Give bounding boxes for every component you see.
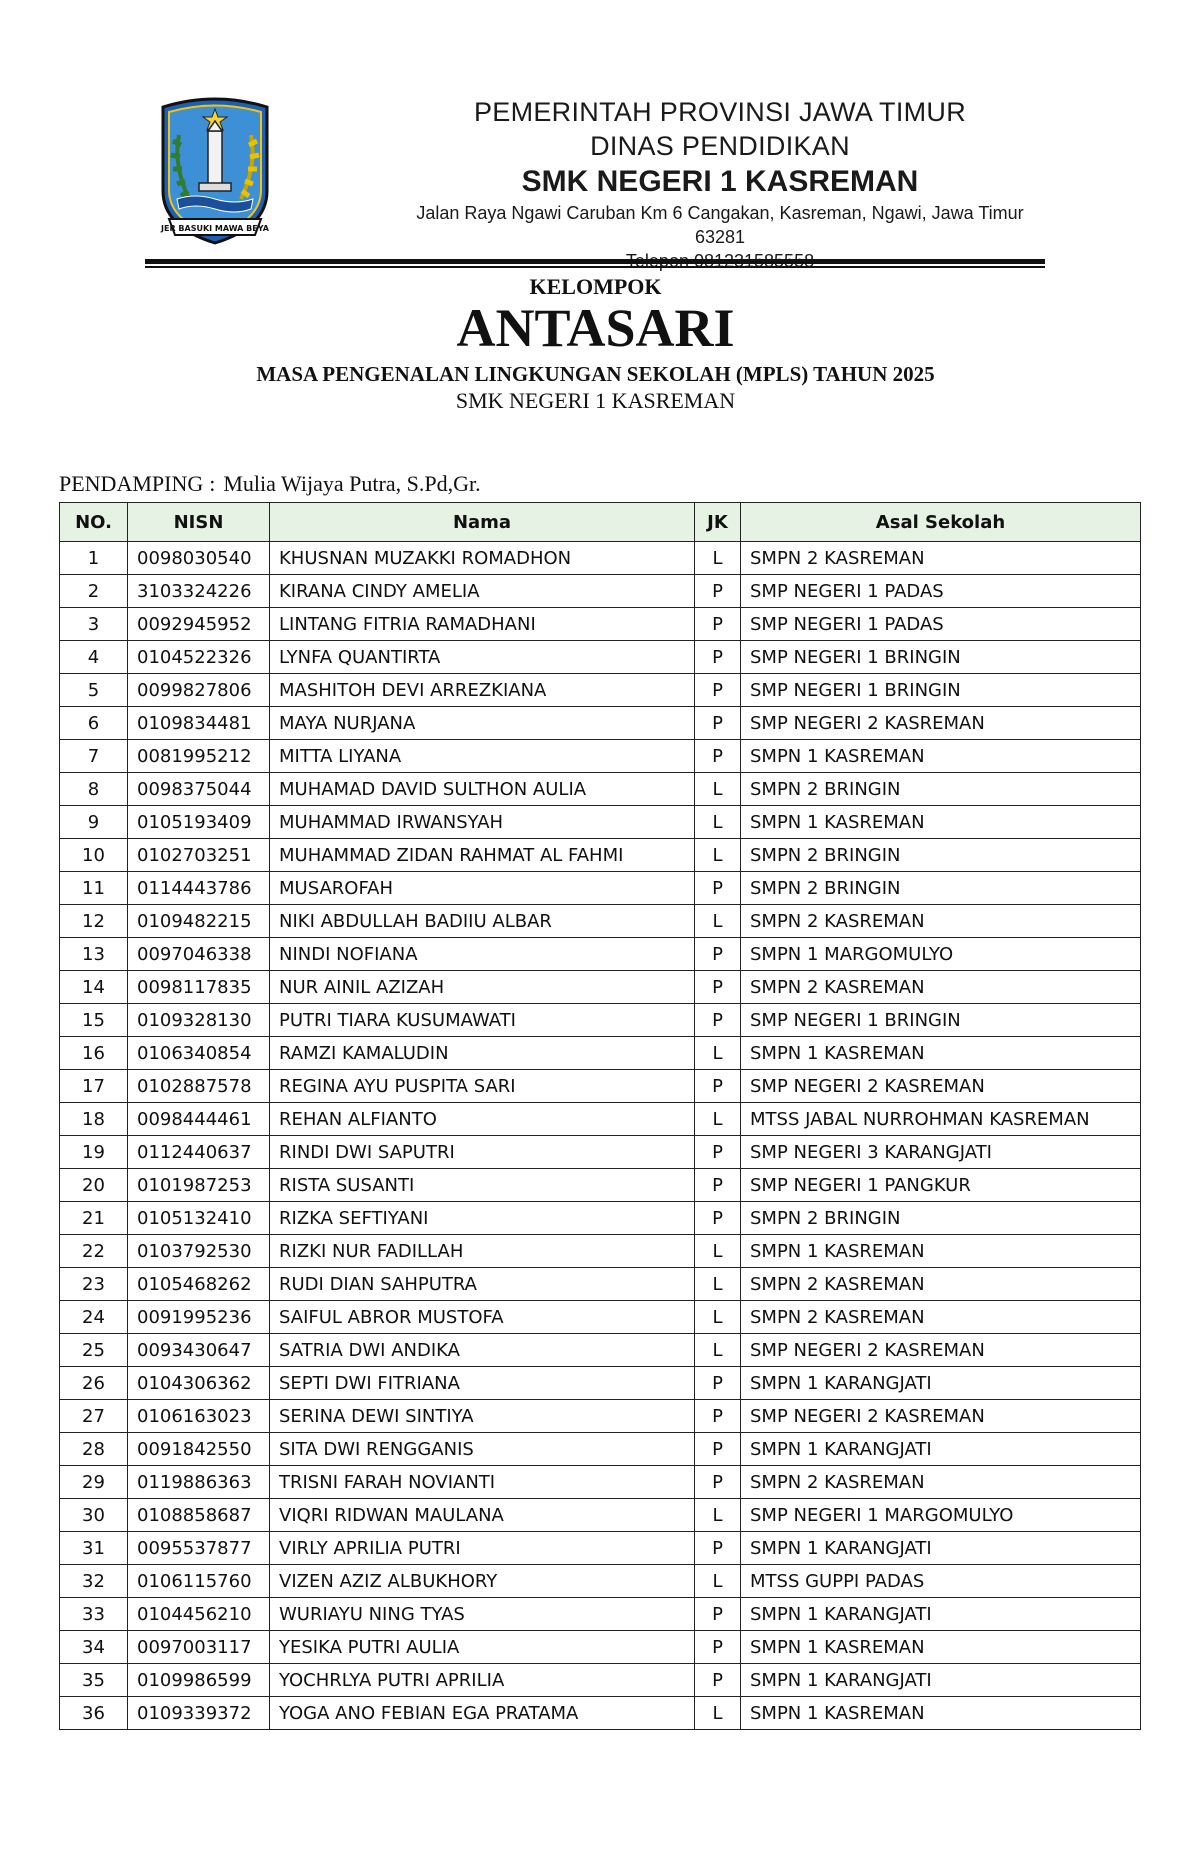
cell-jk: L bbox=[695, 905, 741, 938]
cell-asal-sekolah: SMPN 1 MARGOMULYO bbox=[741, 938, 1141, 971]
cell-nama: MASHITOH DEVI ARREZKIANA bbox=[270, 674, 695, 707]
cell-no: 25 bbox=[60, 1334, 128, 1367]
cell-asal-sekolah: SMPN 1 KARANGJATI bbox=[741, 1532, 1141, 1565]
table-row bbox=[60, 1499, 1141, 1532]
cell-no: 15 bbox=[60, 1004, 128, 1037]
letterhead bbox=[145, 85, 1045, 265]
table-row bbox=[60, 1268, 1141, 1301]
government-name: PEMERINTAH PROVINSI JAWA TIMUR bbox=[473, 97, 967, 127]
cell-nisn: 0091842550 bbox=[128, 1433, 270, 1466]
cell-no: 12 bbox=[60, 905, 128, 938]
cell-nama: SERINA DEWI SINTIYA bbox=[270, 1400, 695, 1433]
cell-jk: P bbox=[695, 1664, 741, 1697]
cell-asal-sekolah: SMP NEGERI 1 BRINGIN bbox=[741, 674, 1141, 707]
department-name: DINAS PENDIDIKAN bbox=[590, 131, 850, 161]
cell-nama: RUDI DIAN SAHPUTRA bbox=[270, 1268, 695, 1301]
cell-no: 32 bbox=[60, 1565, 128, 1598]
table-row bbox=[60, 1664, 1141, 1697]
cell-asal-sekolah: SMPN 2 BRINGIN bbox=[741, 872, 1141, 905]
cell-asal-sekolah: SMP NEGERI 2 KASREMAN bbox=[741, 707, 1141, 740]
cell-nisn: 0112440637 bbox=[128, 1136, 270, 1169]
kelompok-label: KELOMPOK bbox=[529, 274, 662, 299]
table-row bbox=[60, 1037, 1141, 1070]
cell-no: 17 bbox=[60, 1070, 128, 1103]
table-row bbox=[60, 971, 1141, 1004]
table-row bbox=[60, 1697, 1141, 1730]
cell-nisn: 0105468262 bbox=[128, 1268, 270, 1301]
table-row bbox=[60, 641, 1141, 674]
cell-asal-sekolah: SMP NEGERI 1 PADAS bbox=[741, 575, 1141, 608]
cell-no: 26 bbox=[60, 1367, 128, 1400]
cell-nisn: 0104306362 bbox=[128, 1367, 270, 1400]
cell-nisn: 0103792530 bbox=[128, 1235, 270, 1268]
cell-nisn: 0102703251 bbox=[128, 839, 270, 872]
svg-text:JER BASUKI MAWA BEYA: JER BASUKI MAWA BEYA bbox=[161, 224, 269, 233]
cell-no: 4 bbox=[60, 641, 128, 674]
cell-nisn: 0097003117 bbox=[128, 1631, 270, 1664]
cell-nisn: 0098030540 bbox=[128, 542, 270, 575]
cell-nama: VIQRI RIDWAN MAULANA bbox=[270, 1499, 695, 1532]
cell-nama: SITA DWI RENGGANIS bbox=[270, 1433, 695, 1466]
cell-nama: SAIFUL ABROR MUSTOFA bbox=[270, 1301, 695, 1334]
cell-asal-sekolah: SMPN 2 KASREMAN bbox=[741, 905, 1141, 938]
table-row bbox=[60, 1169, 1141, 1202]
cell-nisn: 0095537877 bbox=[128, 1532, 270, 1565]
cell-jk: L bbox=[695, 1565, 741, 1598]
cell-nisn: 0102887578 bbox=[128, 1070, 270, 1103]
cell-asal-sekolah: SMP NEGERI 2 KASREMAN bbox=[741, 1334, 1141, 1367]
cell-no: 7 bbox=[60, 740, 128, 773]
cell-no: 9 bbox=[60, 806, 128, 839]
cell-no: 1 bbox=[60, 542, 128, 575]
cell-nisn: 0091995236 bbox=[128, 1301, 270, 1334]
cell-asal-sekolah: SMPN 1 KASREMAN bbox=[741, 1037, 1141, 1070]
table-row bbox=[60, 806, 1141, 839]
cell-asal-sekolah: SMPN 1 KARANGJATI bbox=[741, 1433, 1141, 1466]
table-row bbox=[60, 872, 1141, 905]
cell-jk: P bbox=[695, 1202, 741, 1235]
cell-nisn: 0092945952 bbox=[128, 608, 270, 641]
cell-nisn: 0098375044 bbox=[128, 773, 270, 806]
header-no: NO. bbox=[60, 503, 128, 542]
cell-asal-sekolah: MTSS GUPPI PADAS bbox=[741, 1565, 1141, 1598]
cell-nama: SEPTI DWI FITRIANA bbox=[270, 1367, 695, 1400]
cell-nama: MUHAMAD DAVID SULTHON AULIA bbox=[270, 773, 695, 806]
cell-jk: L bbox=[695, 1268, 741, 1301]
cell-no: 35 bbox=[60, 1664, 128, 1697]
cell-nama: RAMZI KAMALUDIN bbox=[270, 1037, 695, 1070]
table-row bbox=[60, 608, 1141, 641]
cell-asal-sekolah: SMP NEGERI 1 MARGOMULYO bbox=[741, 1499, 1141, 1532]
cell-jk: P bbox=[695, 1532, 741, 1565]
cell-nisn: 0097046338 bbox=[128, 938, 270, 971]
cell-jk: L bbox=[695, 1697, 741, 1730]
cell-asal-sekolah: SMPN 1 KASREMAN bbox=[741, 1631, 1141, 1664]
cell-nisn: 0106115760 bbox=[128, 1565, 270, 1598]
cell-no: 20 bbox=[60, 1169, 128, 1202]
cell-asal-sekolah: SMPN 2 KASREMAN bbox=[741, 1268, 1141, 1301]
cell-asal-sekolah: SMP NEGERI 1 BRINGIN bbox=[741, 641, 1141, 674]
cell-jk: P bbox=[695, 971, 741, 1004]
cell-jk: L bbox=[695, 542, 741, 575]
cell-no: 36 bbox=[60, 1697, 128, 1730]
cell-no: 10 bbox=[60, 839, 128, 872]
cell-nisn: 0104522326 bbox=[128, 641, 270, 674]
cell-nama: YOGA ANO FEBIAN EGA PRATAMA bbox=[270, 1697, 695, 1730]
cell-no: 27 bbox=[60, 1400, 128, 1433]
pendamping-line bbox=[59, 470, 481, 498]
letterhead-divider-thin bbox=[145, 266, 1045, 268]
cell-nisn: 0109482215 bbox=[128, 905, 270, 938]
table-row bbox=[60, 1004, 1141, 1037]
cell-no: 28 bbox=[60, 1433, 128, 1466]
table-row bbox=[60, 1235, 1141, 1268]
cell-jk: P bbox=[695, 1070, 741, 1103]
cell-nama: KIRANA CINDY AMELIA bbox=[270, 575, 695, 608]
cell-nama: PUTRI TIARA KUSUMAWATI bbox=[270, 1004, 695, 1037]
school-name: SMK NEGERI 1 KASREMAN bbox=[521, 165, 919, 198]
cell-no: 29 bbox=[60, 1466, 128, 1499]
table-row bbox=[60, 1433, 1141, 1466]
group-name: ANTASARI bbox=[456, 298, 735, 358]
event-title: MASA PENGENALAN LINGKUNGAN SEKOLAH (MPLS) TAHUN 2025 bbox=[256, 362, 935, 386]
cell-jk: P bbox=[695, 740, 741, 773]
cell-nisn: 0098444461 bbox=[128, 1103, 270, 1136]
table-body bbox=[60, 542, 1141, 1730]
cell-nisn: 3103324226 bbox=[128, 575, 270, 608]
cell-jk: P bbox=[695, 674, 741, 707]
cell-nama: YESIKA PUTRI AULIA bbox=[270, 1631, 695, 1664]
table-row bbox=[60, 542, 1141, 575]
cell-jk: P bbox=[695, 938, 741, 971]
cell-nisn: 0101987253 bbox=[128, 1169, 270, 1202]
cell-jk: P bbox=[695, 1631, 741, 1664]
cell-nama: MAYA NURJANA bbox=[270, 707, 695, 740]
cell-jk: L bbox=[695, 1037, 741, 1070]
cell-nama: MUHAMMAD ZIDAN RAHMAT AL FAHMI bbox=[270, 839, 695, 872]
table-header bbox=[60, 503, 1141, 542]
cell-nisn: 0099827806 bbox=[128, 674, 270, 707]
cell-jk: P bbox=[695, 641, 741, 674]
table-row bbox=[60, 1367, 1141, 1400]
jawa-timur-coat-of-arms-icon bbox=[155, 95, 275, 253]
cell-asal-sekolah: SMPN 2 BRINGIN bbox=[741, 773, 1141, 806]
table-row bbox=[60, 938, 1141, 971]
cell-no: 16 bbox=[60, 1037, 128, 1070]
cell-nisn: 0081995212 bbox=[128, 740, 270, 773]
cell-no: 5 bbox=[60, 674, 128, 707]
cell-nama: VIZEN AZIZ ALBUKHORY bbox=[270, 1565, 695, 1598]
cell-nama: RIZKA SEFTIYANI bbox=[270, 1202, 695, 1235]
cell-asal-sekolah: SMPN 2 KASREMAN bbox=[741, 1301, 1141, 1334]
table-row bbox=[60, 575, 1141, 608]
cell-asal-sekolah: SMPN 1 KASREMAN bbox=[741, 740, 1141, 773]
cell-nama: NUR AINIL AZIZAH bbox=[270, 971, 695, 1004]
cell-no: 31 bbox=[60, 1532, 128, 1565]
cell-no: 24 bbox=[60, 1301, 128, 1334]
cell-asal-sekolah: SMPN 2 BRINGIN bbox=[741, 839, 1141, 872]
cell-asal-sekolah: SMP NEGERI 2 KASREMAN bbox=[741, 1070, 1141, 1103]
cell-jk: P bbox=[695, 872, 741, 905]
cell-asal-sekolah: SMP NEGERI 1 BRINGIN bbox=[741, 1004, 1141, 1037]
cell-nisn: 0106163023 bbox=[128, 1400, 270, 1433]
table-row bbox=[60, 1301, 1141, 1334]
cell-nama: RIZKI NUR FADILLAH bbox=[270, 1235, 695, 1268]
cell-asal-sekolah: SMPN 1 KASREMAN bbox=[741, 1697, 1141, 1730]
cell-no: 34 bbox=[60, 1631, 128, 1664]
table-row bbox=[60, 1400, 1141, 1433]
cell-jk: P bbox=[695, 1169, 741, 1202]
cell-asal-sekolah: SMPN 1 KARANGJATI bbox=[741, 1664, 1141, 1697]
cell-asal-sekolah: SMPN 1 KASREMAN bbox=[741, 1235, 1141, 1268]
cell-no: 23 bbox=[60, 1268, 128, 1301]
cell-jk: P bbox=[695, 575, 741, 608]
cell-nama: MITTA LIYANA bbox=[270, 740, 695, 773]
cell-jk: L bbox=[695, 773, 741, 806]
cell-asal-sekolah: SMP NEGERI 2 KASREMAN bbox=[741, 1400, 1141, 1433]
cell-asal-sekolah: SMP NEGERI 1 PADAS bbox=[741, 608, 1141, 641]
cell-nisn: 0098117835 bbox=[128, 971, 270, 1004]
pendamping-value: Mulia Wijaya Putra, S.Pd,Gr. bbox=[223, 471, 481, 496]
cell-no: 8 bbox=[60, 773, 128, 806]
cell-asal-sekolah: SMPN 2 KASREMAN bbox=[741, 1466, 1141, 1499]
cell-nama: REHAN ALFIANTO bbox=[270, 1103, 695, 1136]
cell-asal-sekolah: SMPN 1 KASREMAN bbox=[741, 806, 1141, 839]
cell-jk: P bbox=[695, 707, 741, 740]
letterhead-text bbox=[415, 95, 1025, 273]
cell-asal-sekolah: MTSS JABAL NURROHMAN KASREMAN bbox=[741, 1103, 1141, 1136]
cell-jk: L bbox=[695, 1301, 741, 1334]
cell-nama: TRISNI FARAH NOVIANTI bbox=[270, 1466, 695, 1499]
cell-nama: MUSAROFAH bbox=[270, 872, 695, 905]
table-row bbox=[60, 707, 1141, 740]
cell-nama: SATRIA DWI ANDIKA bbox=[270, 1334, 695, 1367]
cell-nisn: 0093430647 bbox=[128, 1334, 270, 1367]
cell-nama: NIKI ABDULLAH BADIIU ALBAR bbox=[270, 905, 695, 938]
cell-no: 6 bbox=[60, 707, 128, 740]
cell-jk: P bbox=[695, 1136, 741, 1169]
table-row bbox=[60, 1070, 1141, 1103]
cell-no: 2 bbox=[60, 575, 128, 608]
table-row bbox=[60, 1136, 1141, 1169]
table-row bbox=[60, 1103, 1141, 1136]
table-row bbox=[60, 1466, 1141, 1499]
cell-no: 11 bbox=[60, 872, 128, 905]
table-row bbox=[60, 905, 1141, 938]
table-row bbox=[60, 1565, 1141, 1598]
cell-asal-sekolah: SMPN 1 KARANGJATI bbox=[741, 1598, 1141, 1631]
cell-no: 13 bbox=[60, 938, 128, 971]
cell-jk: L bbox=[695, 1103, 741, 1136]
header-nisn: NISN bbox=[128, 503, 270, 542]
cell-nama: LINTANG FITRIA RAMADHANI bbox=[270, 608, 695, 641]
cell-nama: RISTA SUSANTI bbox=[270, 1169, 695, 1202]
table-row bbox=[60, 1202, 1141, 1235]
header-nama: Nama bbox=[270, 503, 695, 542]
cell-nama: LYNFA QUANTIRTA bbox=[270, 641, 695, 674]
table-row bbox=[60, 839, 1141, 872]
cell-asal-sekolah: SMPN 2 KASREMAN bbox=[741, 542, 1141, 575]
table-row bbox=[60, 674, 1141, 707]
cell-nisn: 0109834481 bbox=[128, 707, 270, 740]
cell-jk: L bbox=[695, 1334, 741, 1367]
cell-nama: NINDI NOFIANA bbox=[270, 938, 695, 971]
cell-nisn: 0109339372 bbox=[128, 1697, 270, 1730]
cell-nama: KHUSNAN MUZAKKI ROMADHON bbox=[270, 542, 695, 575]
cell-nama: RINDI DWI SAPUTRI bbox=[270, 1136, 695, 1169]
cell-jk: L bbox=[695, 806, 741, 839]
cell-nama: VIRLY APRILIA PUTRI bbox=[270, 1532, 695, 1565]
table-row bbox=[60, 1532, 1141, 1565]
table-row bbox=[60, 773, 1141, 806]
school-address: Jalan Raya Ngawi Caruban Km 6 Cangakan, Kasreman, Ngawi, Jawa Timur 63281 bbox=[416, 203, 1024, 247]
cell-no: 14 bbox=[60, 971, 128, 1004]
cell-asal-sekolah: SMPN 1 KARANGJATI bbox=[741, 1367, 1141, 1400]
cell-no: 19 bbox=[60, 1136, 128, 1169]
cell-nisn: 0109328130 bbox=[128, 1004, 270, 1037]
cell-asal-sekolah: SMP NEGERI 1 PANGKUR bbox=[741, 1169, 1141, 1202]
pendamping-label: PENDAMPING bbox=[59, 471, 204, 496]
cell-nama: REGINA AYU PUSPITA SARI bbox=[270, 1070, 695, 1103]
letterhead-divider-thick bbox=[145, 259, 1045, 264]
cell-nisn: 0114443786 bbox=[128, 872, 270, 905]
event-school: SMK NEGERI 1 KASREMAN bbox=[455, 388, 736, 413]
cell-no: 21 bbox=[60, 1202, 128, 1235]
cell-no: 3 bbox=[60, 608, 128, 641]
cell-asal-sekolah: SMP NEGERI 3 KARANGJATI bbox=[741, 1136, 1141, 1169]
cell-asal-sekolah: SMPN 2 BRINGIN bbox=[741, 1202, 1141, 1235]
cell-jk: P bbox=[695, 1367, 741, 1400]
cell-jk: P bbox=[695, 1004, 741, 1037]
cell-nama: YOCHRLYA PUTRI APRILIA bbox=[270, 1664, 695, 1697]
cell-nisn: 0105193409 bbox=[128, 806, 270, 839]
header-asal-sekolah: Asal Sekolah bbox=[741, 503, 1141, 542]
cell-nisn: 0119886363 bbox=[128, 1466, 270, 1499]
cell-no: 18 bbox=[60, 1103, 128, 1136]
student-roster-table bbox=[59, 502, 1141, 1730]
cell-jk: P bbox=[695, 1400, 741, 1433]
cell-no: 33 bbox=[60, 1598, 128, 1631]
cell-nisn: 0106340854 bbox=[128, 1037, 270, 1070]
table-row bbox=[60, 1631, 1141, 1664]
cell-nisn: 0105132410 bbox=[128, 1202, 270, 1235]
pendamping-separator: : bbox=[209, 471, 216, 496]
cell-nisn: 0109986599 bbox=[128, 1664, 270, 1697]
header-row bbox=[60, 503, 1141, 542]
table-row bbox=[60, 1598, 1141, 1631]
header-jk: JK bbox=[695, 503, 741, 542]
cell-nama: MUHAMMAD IRWANSYAH bbox=[270, 806, 695, 839]
cell-jk: P bbox=[695, 1466, 741, 1499]
cell-nama: WURIAYU NING TYAS bbox=[270, 1598, 695, 1631]
cell-no: 30 bbox=[60, 1499, 128, 1532]
cell-jk: L bbox=[695, 1235, 741, 1268]
cell-asal-sekolah: SMPN 2 KASREMAN bbox=[741, 971, 1141, 1004]
table-row bbox=[60, 1334, 1141, 1367]
cell-no: 22 bbox=[60, 1235, 128, 1268]
cell-nisn: 0104456210 bbox=[128, 1598, 270, 1631]
cell-jk: P bbox=[695, 1598, 741, 1631]
cell-nisn: 0108858687 bbox=[128, 1499, 270, 1532]
cell-jk: L bbox=[695, 839, 741, 872]
cell-jk: L bbox=[695, 1499, 741, 1532]
cell-jk: P bbox=[695, 608, 741, 641]
cell-jk: P bbox=[695, 1433, 741, 1466]
table-row bbox=[60, 740, 1141, 773]
